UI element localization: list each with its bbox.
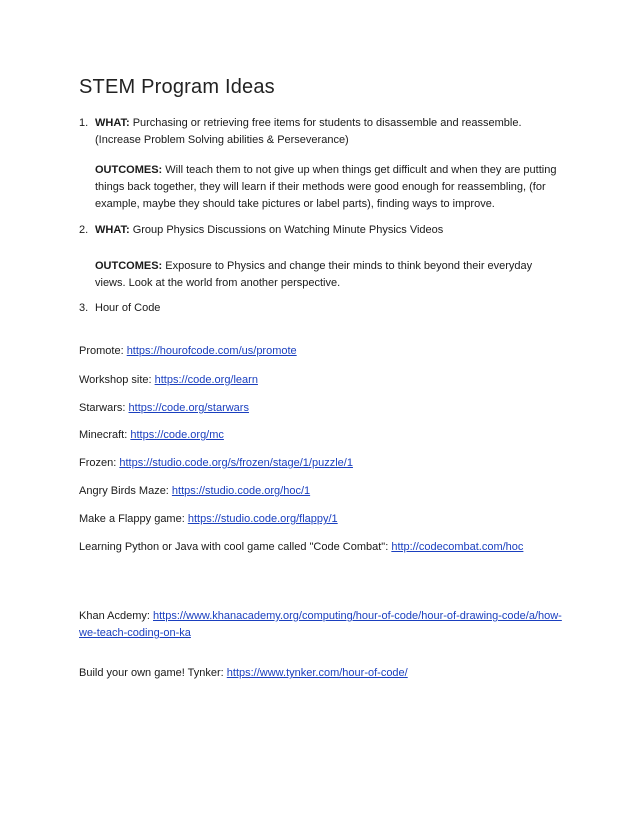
- link-line-workshop: [79, 372, 569, 389]
- link-line-khan: [79, 608, 569, 642]
- link-khan[interactable]: https://www.khanacademy.org/computing/hour-of-code/hour-of-drawing-code/a/how-we-teach-coding-on-ka: [79, 610, 562, 639]
- outcomes-text: Will teach them to not give up when things get difficult and when they are putting things back together, they will learn if their methods were good enough for reassembling, (for example, maybe they should take pictures or label parts), finding ways to improve.: [95, 164, 557, 210]
- link-angry-birds[interactable]: https://studio.code.org/hoc/1: [171, 485, 311, 497]
- link-frozen[interactable]: https://studio.code.org/s/frozen/stage/1/puzzle/1: [119, 457, 353, 469]
- link-label: Starwars:: [79, 402, 129, 414]
- link-label: Khan Acdemy:: [79, 610, 153, 622]
- link-line-angry-birds: [79, 483, 569, 500]
- list-number: 3.: [79, 302, 89, 314]
- link-label: Angry Birds Maze:: [79, 485, 172, 497]
- link-label: Learning Python or Java with cool game called "Code Combat":: [79, 541, 392, 553]
- what-label: WHAT:: [95, 117, 130, 129]
- page-title: STEM Program Ideas: [79, 76, 275, 98]
- link-label: Make a Flappy game:: [79, 513, 188, 525]
- list-item-1: [79, 115, 569, 149]
- outcomes-block-2: [95, 258, 565, 292]
- what-text: Group Physics Discussions on Watching Minute Physics Videos: [132, 224, 444, 236]
- link-label: Minecraft:: [79, 429, 131, 441]
- outcomes-text: Exposure to Physics and change their minds to think beyond their everyday views. Look at the world from another perspective.: [95, 260, 533, 289]
- link-line-promote: [79, 343, 569, 360]
- link-line-code-combat: [79, 539, 569, 556]
- link-line-flappy: [79, 511, 569, 528]
- list-number: 2.: [79, 224, 89, 236]
- item-text: Hour of Code: [95, 302, 161, 314]
- link-label: Promote:: [79, 345, 127, 357]
- link-line-minecraft: [79, 427, 569, 444]
- link-tynker[interactable]: https://www.tynker.com/hour-of-code/: [226, 667, 408, 679]
- outcomes-label: OUTCOMES:: [95, 260, 163, 272]
- what-label: WHAT:: [95, 224, 130, 236]
- link-flappy[interactable]: https://studio.code.org/flappy/1: [187, 513, 338, 525]
- list-item-2: [79, 222, 569, 239]
- link-label: Workshop site:: [79, 374, 155, 386]
- what-text: Purchasing or retrieving free items for students to disassemble and reassemble. (Increase Problem Solving abilities & Perseverance): [95, 117, 522, 146]
- link-line-starwars: [79, 400, 569, 417]
- link-minecraft[interactable]: https://code.org/mc: [130, 429, 224, 441]
- link-label: Build your own game! Tynker:: [79, 667, 227, 679]
- outcomes-block-1: [95, 162, 565, 213]
- link-label: Frozen:: [79, 457, 120, 469]
- outcomes-label: OUTCOMES:: [95, 164, 163, 176]
- list-number: 1.: [79, 117, 89, 129]
- link-line-frozen: [79, 455, 569, 472]
- link-promote[interactable]: https://hourofcode.com/us/promote: [126, 345, 297, 357]
- link-line-tynker: [79, 665, 569, 682]
- link-code-combat[interactable]: http://codecombat.com/hoc: [391, 541, 524, 553]
- list-item-3: [79, 300, 569, 317]
- link-starwars[interactable]: https://code.org/starwars: [128, 402, 249, 414]
- link-workshop[interactable]: https://code.org/learn: [154, 374, 258, 386]
